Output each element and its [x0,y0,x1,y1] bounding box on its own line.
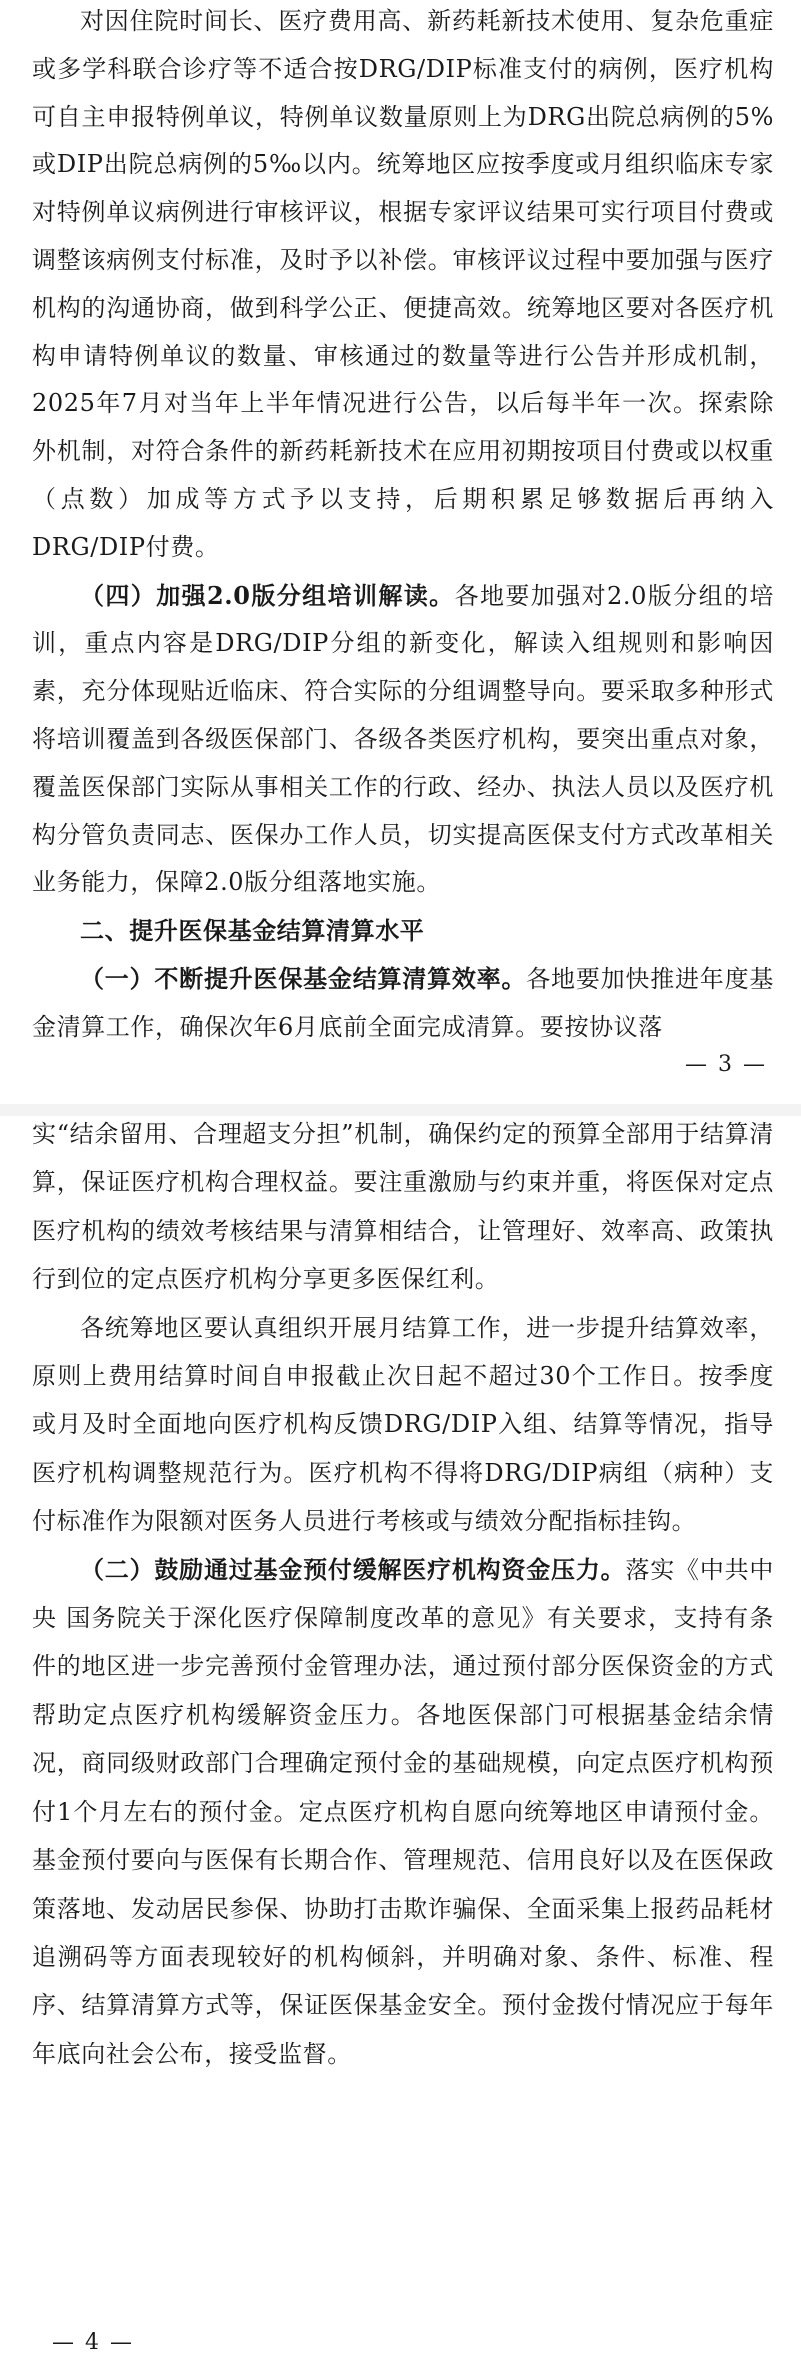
section-2-heading: 二、提升医保基金结算清算水平 [80,916,425,946]
paragraph-item-1-continued: 实“结余留用、合理超支分担”机制，确保约定的预算全部用于结算清算，保证医疗机构合理权益。要注重激励与约束并重，将医保对定点医疗机构的绩效考核结果与清算相结合，让管理好、效率高、政策执行到位的定点医疗机构分享更多医保红利。 [32,1120,774,1294]
page-number: — 4 — [52,2330,134,2355]
page-number: — 3 — [685,1052,767,1077]
item-2-body: 落实《中共中央 国务院关于深化医疗保障制度改革的意见》有关要求，支持有条件的地区进一步完善预付金管理办法，通过预付部分医保资金的方式帮助定点医疗机构缓解资金压力。各地医保部门可根据基金结余情况，商同级财政部门合理确定预付金的基础规模，向定点医疗机构预付1个月左右的预付金。定点医疗机构自愿向统筹地区申请预付金。基金预付要向与医保有长期合作、管理规范、信用良好以及在医保政策落地、发动居民参保、协助打击欺诈骗保、全面采集上报药品耗材追溯码等方面表现较好的机构倾斜，并明确对象、条件、标准、程序、结算清算方式等，保证医保基金安全。预付金拨付情况应于每年年底向社会公布，接受监督。 [32,1555,774,2068]
item-4-heading: （四）加强2.0版分组培训解读。 [80,580,455,610]
paragraph-item-2 [32,1546,774,2078]
document-page-4 [0,1118,801,2355]
document-page-3 [0,0,801,1100]
page-4-body [32,1110,774,2078]
page-3-body [32,0,774,1052]
paragraph-special-cases: 对因住院时间长、医疗费用高、新药耗新技术使用、复杂危重症或多学科联合诊疗等不适合按DRG/DIP标准支付的病例，医疗机构可自主申报特例单议，特例单议数量原则上为DRG出院总病例的5%或DIP出院总病例的5‰以内。统筹地区应按季度或月组织临床专家对特例单议病例进行审核评议，根据专家评议结果可实行项目付费或调整该病例支付标准，及时予以补偿。审核评议过程中要加强与医疗机构的沟通协商，做到科学公正、便捷高效。统筹地区要对各医疗机构申请特例单议的数量、审核通过的数量等进行公告并形成机制，2025年7月对当年上半年情况进行公告，以后每半年一次。探索除外机制，对符合条件的新药耗新技术在应用初期按项目付费或以权重（点数）加成等方式予以支持，后期积累足够数据后再纳入DRG/DIP付费。 [32,7,774,561]
paragraph-item-1 [32,955,774,1052]
item-1-heading: （一）不断提升医保基金结算清算效率。 [80,963,527,993]
item-2-heading: （二）鼓励通过基金预付缓解医疗机构资金压力。 [80,1554,626,1584]
paragraph-monthly-settlement: 各统筹地区要认真组织开展月结算工作，进一步提升结算效率，原则上费用结算时间自申报截止次日起不超过30个工作日。按季度或月及时全面地向医疗机构反馈DRG/DIP入组、结算等情况，指导医疗机构调整规范行为。医疗机构不得将DRG/DIP病组（病种）支付标准作为限额对医务人员进行考核或与绩效分配指标挂钩。 [32,1313,774,1536]
item-4-body: 各地要加强对2.0版分组的培训，重点内容是DRG/DIP分组的新变化，解读入组规则和影响因素，充分体现贴近临床、符合实际的分组调整导向。要采取多种形式将培训覆盖到各级医保部门、各级各类医疗机构，要突出重点对象，覆盖医保部门实际从事相关工作的行政、经办、执法人员以及医疗机构分管负责同志、医保办工作人员，切实提高医保支付方式改革相关业务能力，保障2.0版分组落地实施。 [32,581,774,897]
item-1-body-part-1: 各地要加快推进年度基金清算工作，确保次年6月底前全面完成清算。要按协议落 [32,964,774,1041]
paragraph-item-4 [32,572,774,908]
